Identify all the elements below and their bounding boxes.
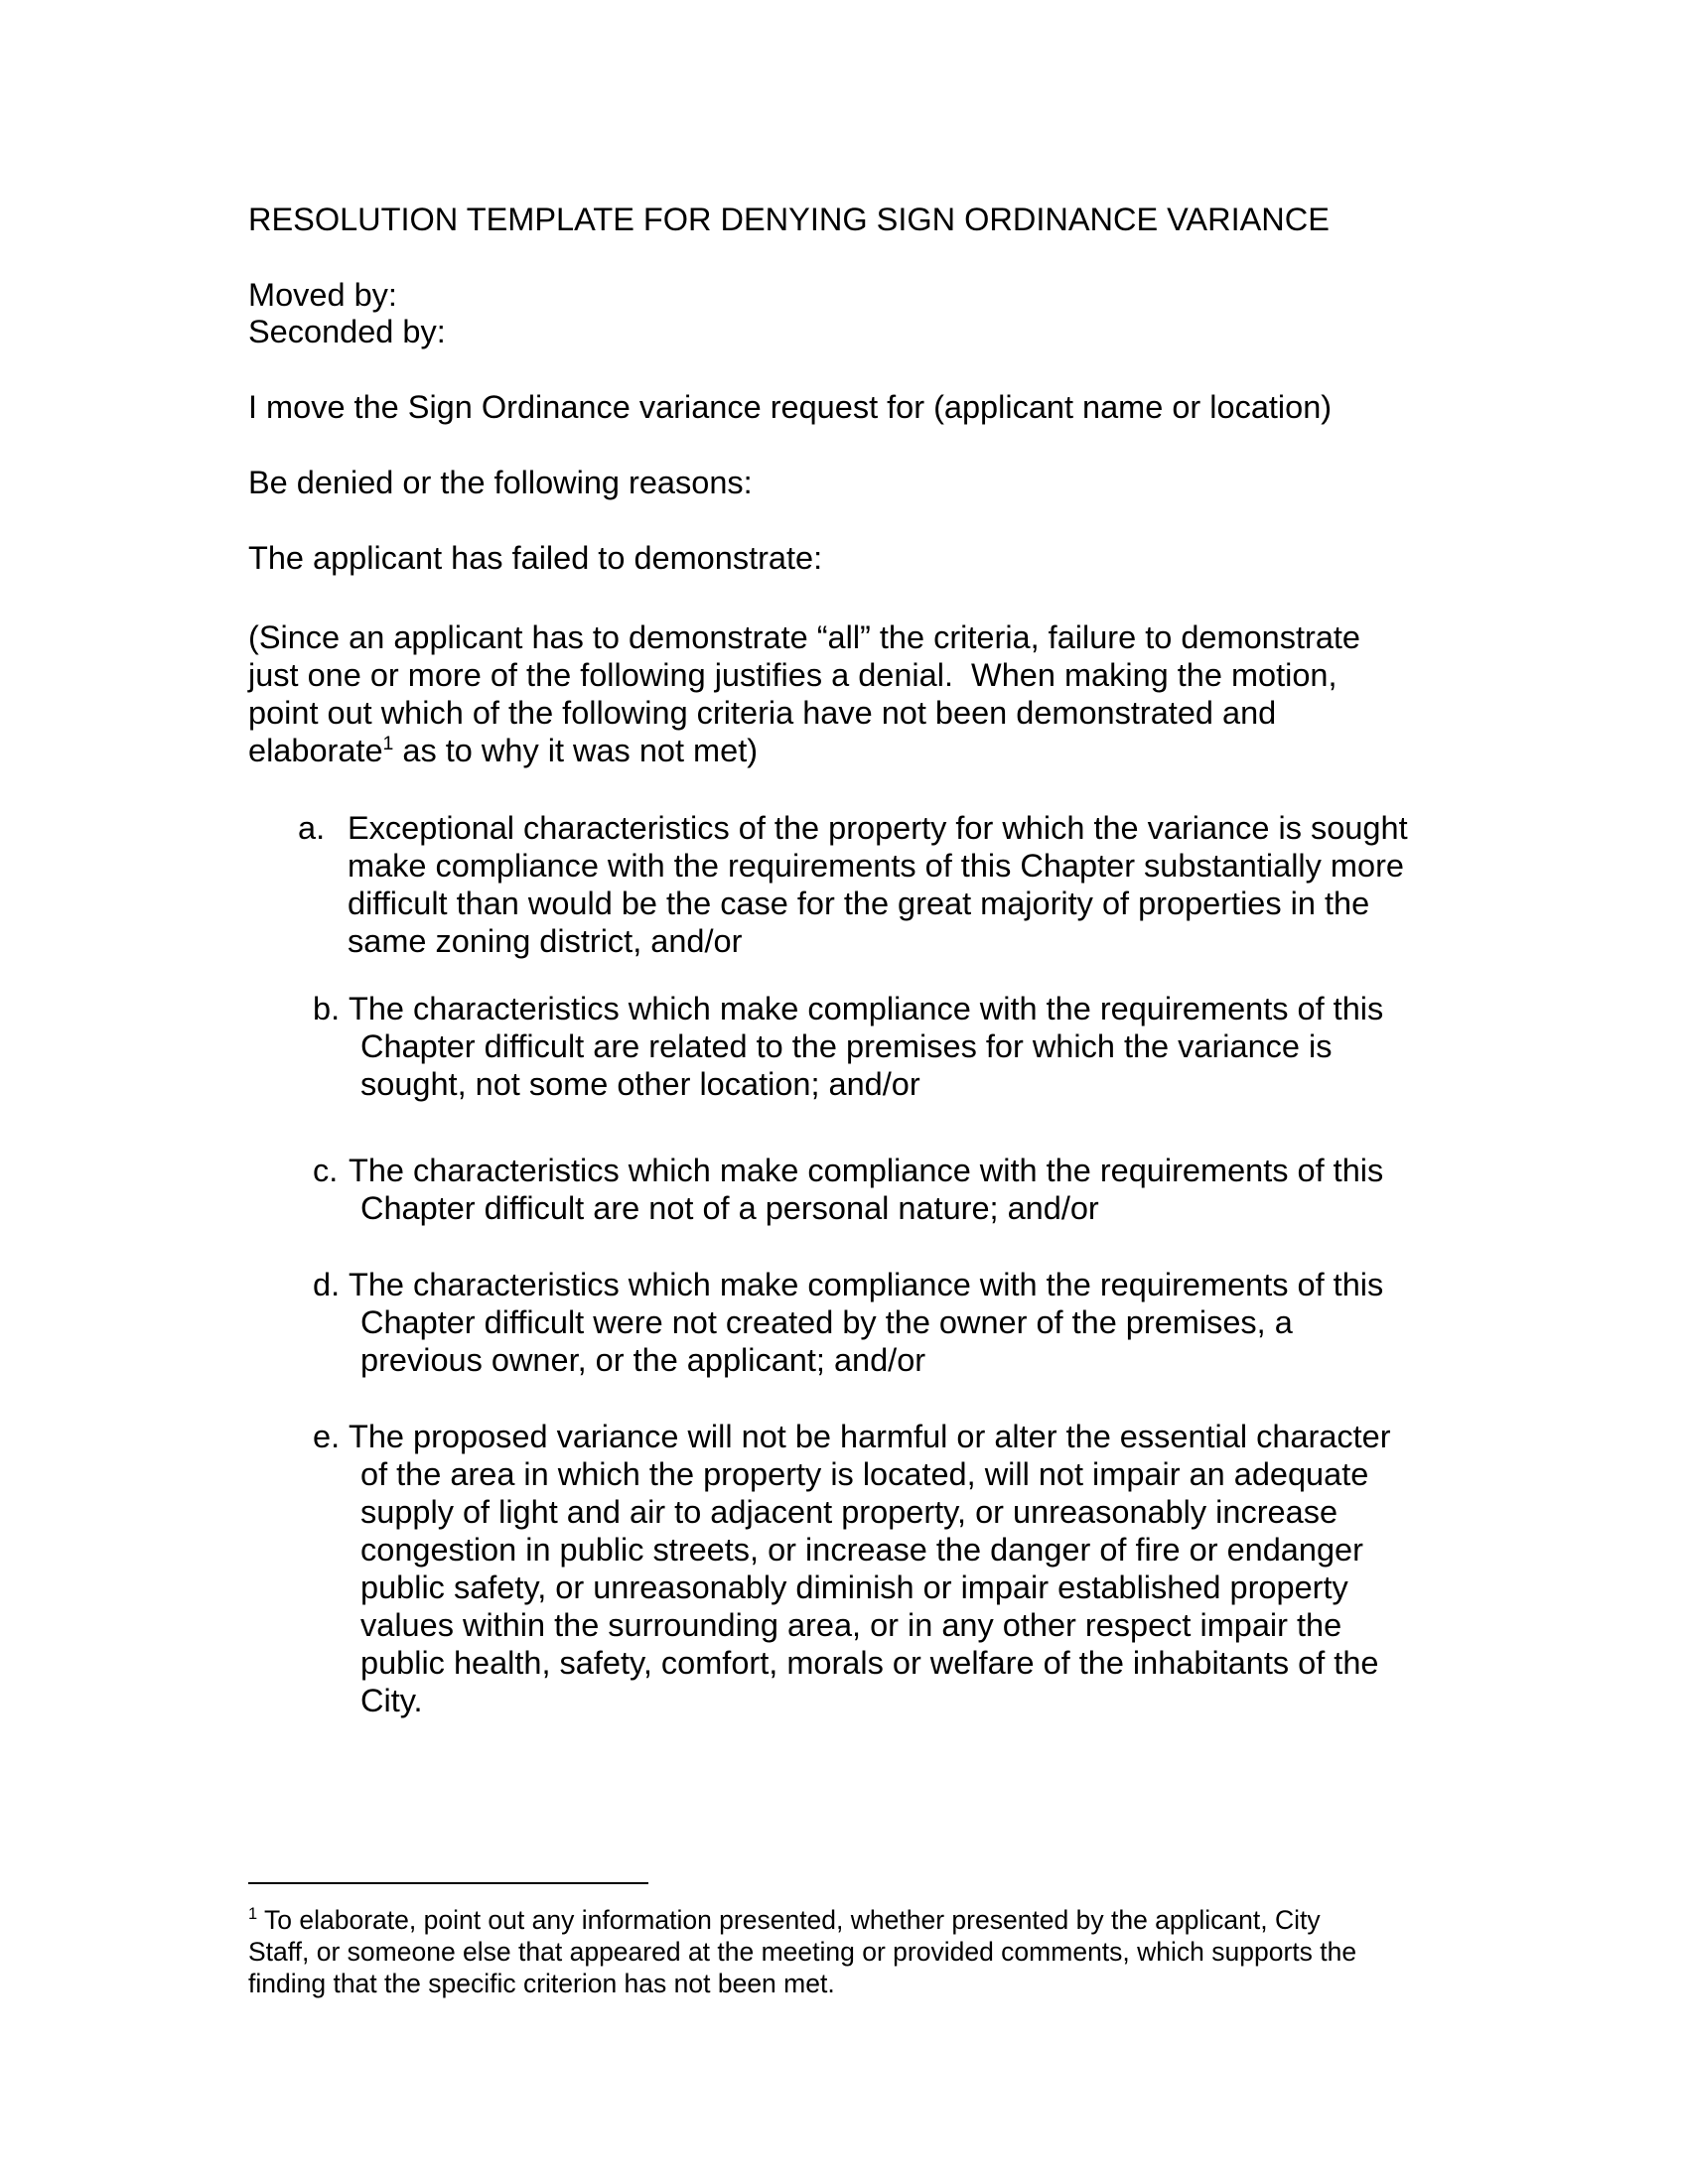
instruction-line: (Since an applicant has to demonstrate “all” the criteria, failure to demonstrate <box>248 619 1361 655</box>
denied-reasons-line: Be denied or the following reasons: <box>248 465 753 500</box>
list-marker: b. <box>313 991 341 1026</box>
criterion-line: Chapter difficult are related to the premises for which the variance is <box>360 1028 1333 1064</box>
criterion-line: The characteristics which make compliance with the requirements of this <box>349 1267 1384 1302</box>
list-marker: d. <box>313 1267 341 1302</box>
list-marker: e. <box>313 1419 341 1454</box>
instruction-text: elaborate <box>248 733 383 768</box>
criterion-line: of the area in which the property is located, will not impair an adequate <box>360 1456 1369 1492</box>
criterion-line: Exceptional characteristics of the property for which the variance is sought <box>348 810 1408 846</box>
criterion-line: make compliance with the requirements of this Chapter substantially more <box>348 848 1404 884</box>
footnote-line: finding that the specific criterion has not been met. <box>248 1969 835 1998</box>
seconded-by-label: Seconded by: <box>248 314 446 349</box>
criterion-line: The proposed variance will not be harmful or alter the essential character <box>349 1419 1391 1454</box>
criterion-line: Chapter difficult were not created by the owner of the premises, a <box>360 1304 1293 1340</box>
footnote-separator <box>248 1882 648 1884</box>
document-title: RESOLUTION TEMPLATE FOR DENYING SIGN ORDINANCE VARIANCE <box>248 202 1330 237</box>
instruction-line: point out which of the following criteria have not been demonstrated and <box>248 695 1277 731</box>
criterion-line: public safety, or unreasonably diminish or impair established property <box>360 1570 1348 1605</box>
criterion-line: sought, not some other location; and/or <box>360 1066 920 1102</box>
list-marker: c. <box>313 1153 339 1188</box>
failed-to-demonstrate-line: The applicant has failed to demonstrate: <box>248 540 823 576</box>
instruction-line <box>248 732 758 769</box>
criterion-line: difficult than would be the case for the great majority of properties in the <box>348 886 1370 921</box>
footnote-line: Staff, or someone else that appeared at the meeting or provided comments, which supports the <box>248 1937 1357 1967</box>
criterion-line: The characteristics which make compliance with the requirements of this <box>349 1153 1384 1188</box>
criterion-line: supply of light and air to adjacent property, or unreasonably increase <box>360 1494 1338 1530</box>
criterion-line: public health, safety, comfort, morals or welfare of the inhabitants of the <box>360 1645 1379 1681</box>
criterion-line: same zoning district, and/or <box>348 923 743 959</box>
moved-by-label: Moved by: <box>248 277 397 313</box>
list-marker: a. <box>298 810 326 846</box>
criterion-line: previous owner, or the applicant; and/or <box>360 1342 926 1378</box>
criterion-line: The characteristics which make compliance with the requirements of this <box>349 991 1384 1026</box>
motion-line: I move the Sign Ordinance variance request for (applicant name or location) <box>248 389 1333 425</box>
instruction-line: just one or more of the following justifies a denial. When making the motion, <box>248 657 1337 693</box>
footnote-number: 1 <box>248 1904 258 1923</box>
footnote-reference[interactable]: 1 <box>382 732 394 754</box>
instruction-text: as to why it was not met) <box>393 733 759 768</box>
criterion-line: congestion in public streets, or increase the danger of fire or endanger <box>360 1532 1363 1568</box>
footnote-line <box>248 1905 1321 1937</box>
footnote-text: To elaborate, point out any information presented, whether presented by the applicant, City <box>257 1905 1321 1935</box>
criterion-line: City. <box>360 1683 423 1718</box>
criterion-line: values within the surrounding area, or in any other respect impair the <box>360 1607 1342 1643</box>
criterion-line: Chapter difficult are not of a personal nature; and/or <box>360 1190 1099 1226</box>
